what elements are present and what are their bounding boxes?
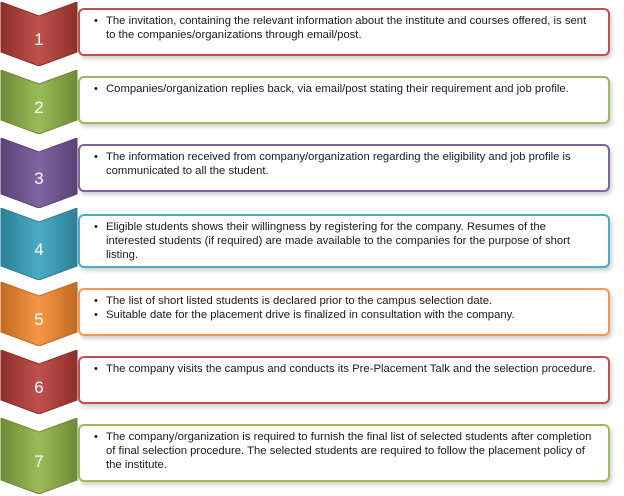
step-4: [0, 208, 624, 280]
step-bullet-list: [94, 294, 598, 322]
step-bullet: • The list of short listed students is declared prior to the campus selection date.: [106, 294, 598, 308]
step-number: 4: [34, 240, 44, 259]
step-description-box: [78, 356, 610, 404]
step-description-box: [78, 144, 610, 192]
step-number: 6: [34, 378, 44, 397]
step-5: [0, 282, 624, 346]
step-bullet-list: [94, 82, 598, 96]
step-bullet: • The invitation, containing the relevant information about the institute and courses offered, is sent to the companies/organizations through email/post.: [106, 14, 598, 42]
step-description-box: [78, 424, 610, 482]
step-number: 1: [34, 30, 44, 49]
step-bullet: • The information received from company/organization regarding the eligibility and job profile is communicated to all the student.: [106, 150, 598, 178]
step-bullet-list: [94, 150, 598, 178]
step-bullet: • Suitable date for the placement drive is finalized in consultation with the company.: [106, 308, 598, 322]
step-number: 7: [34, 452, 44, 471]
step-3: [0, 138, 624, 208]
step-bullet-list: [94, 362, 598, 376]
step-description-box: [78, 288, 610, 336]
step-description-box: [78, 8, 610, 56]
step-number: 5: [34, 310, 44, 329]
step-1: [0, 2, 624, 66]
step-bullet: • Companies/organization replies back, via email/post stating their requirement and job profile.: [106, 82, 598, 96]
step-description-box: [78, 76, 610, 124]
step-number: 2: [34, 98, 44, 117]
step-bullet-list: [94, 220, 598, 262]
step-bullet: • The company/organization is required to furnish the final list of selected students after completion of final selection procedure. The selected students are required to follow the placement policy of the institute.: [106, 430, 598, 472]
step-2: [0, 70, 624, 134]
step-bullet-list: [94, 430, 598, 472]
step-6: [0, 350, 624, 414]
step-description-box: [78, 214, 610, 268]
step-7: [0, 418, 624, 494]
step-bullet: • Eligible students shows their willingness by registering for the company. Resumes of the interested students (if required) are made available to the companies for the purpose of short listing.: [106, 220, 598, 262]
step-bullet-list: [94, 14, 598, 42]
step-number: 3: [34, 169, 44, 188]
step-bullet: • The company visits the campus and conducts its Pre-Placement Talk and the selection procedure.: [106, 362, 598, 376]
